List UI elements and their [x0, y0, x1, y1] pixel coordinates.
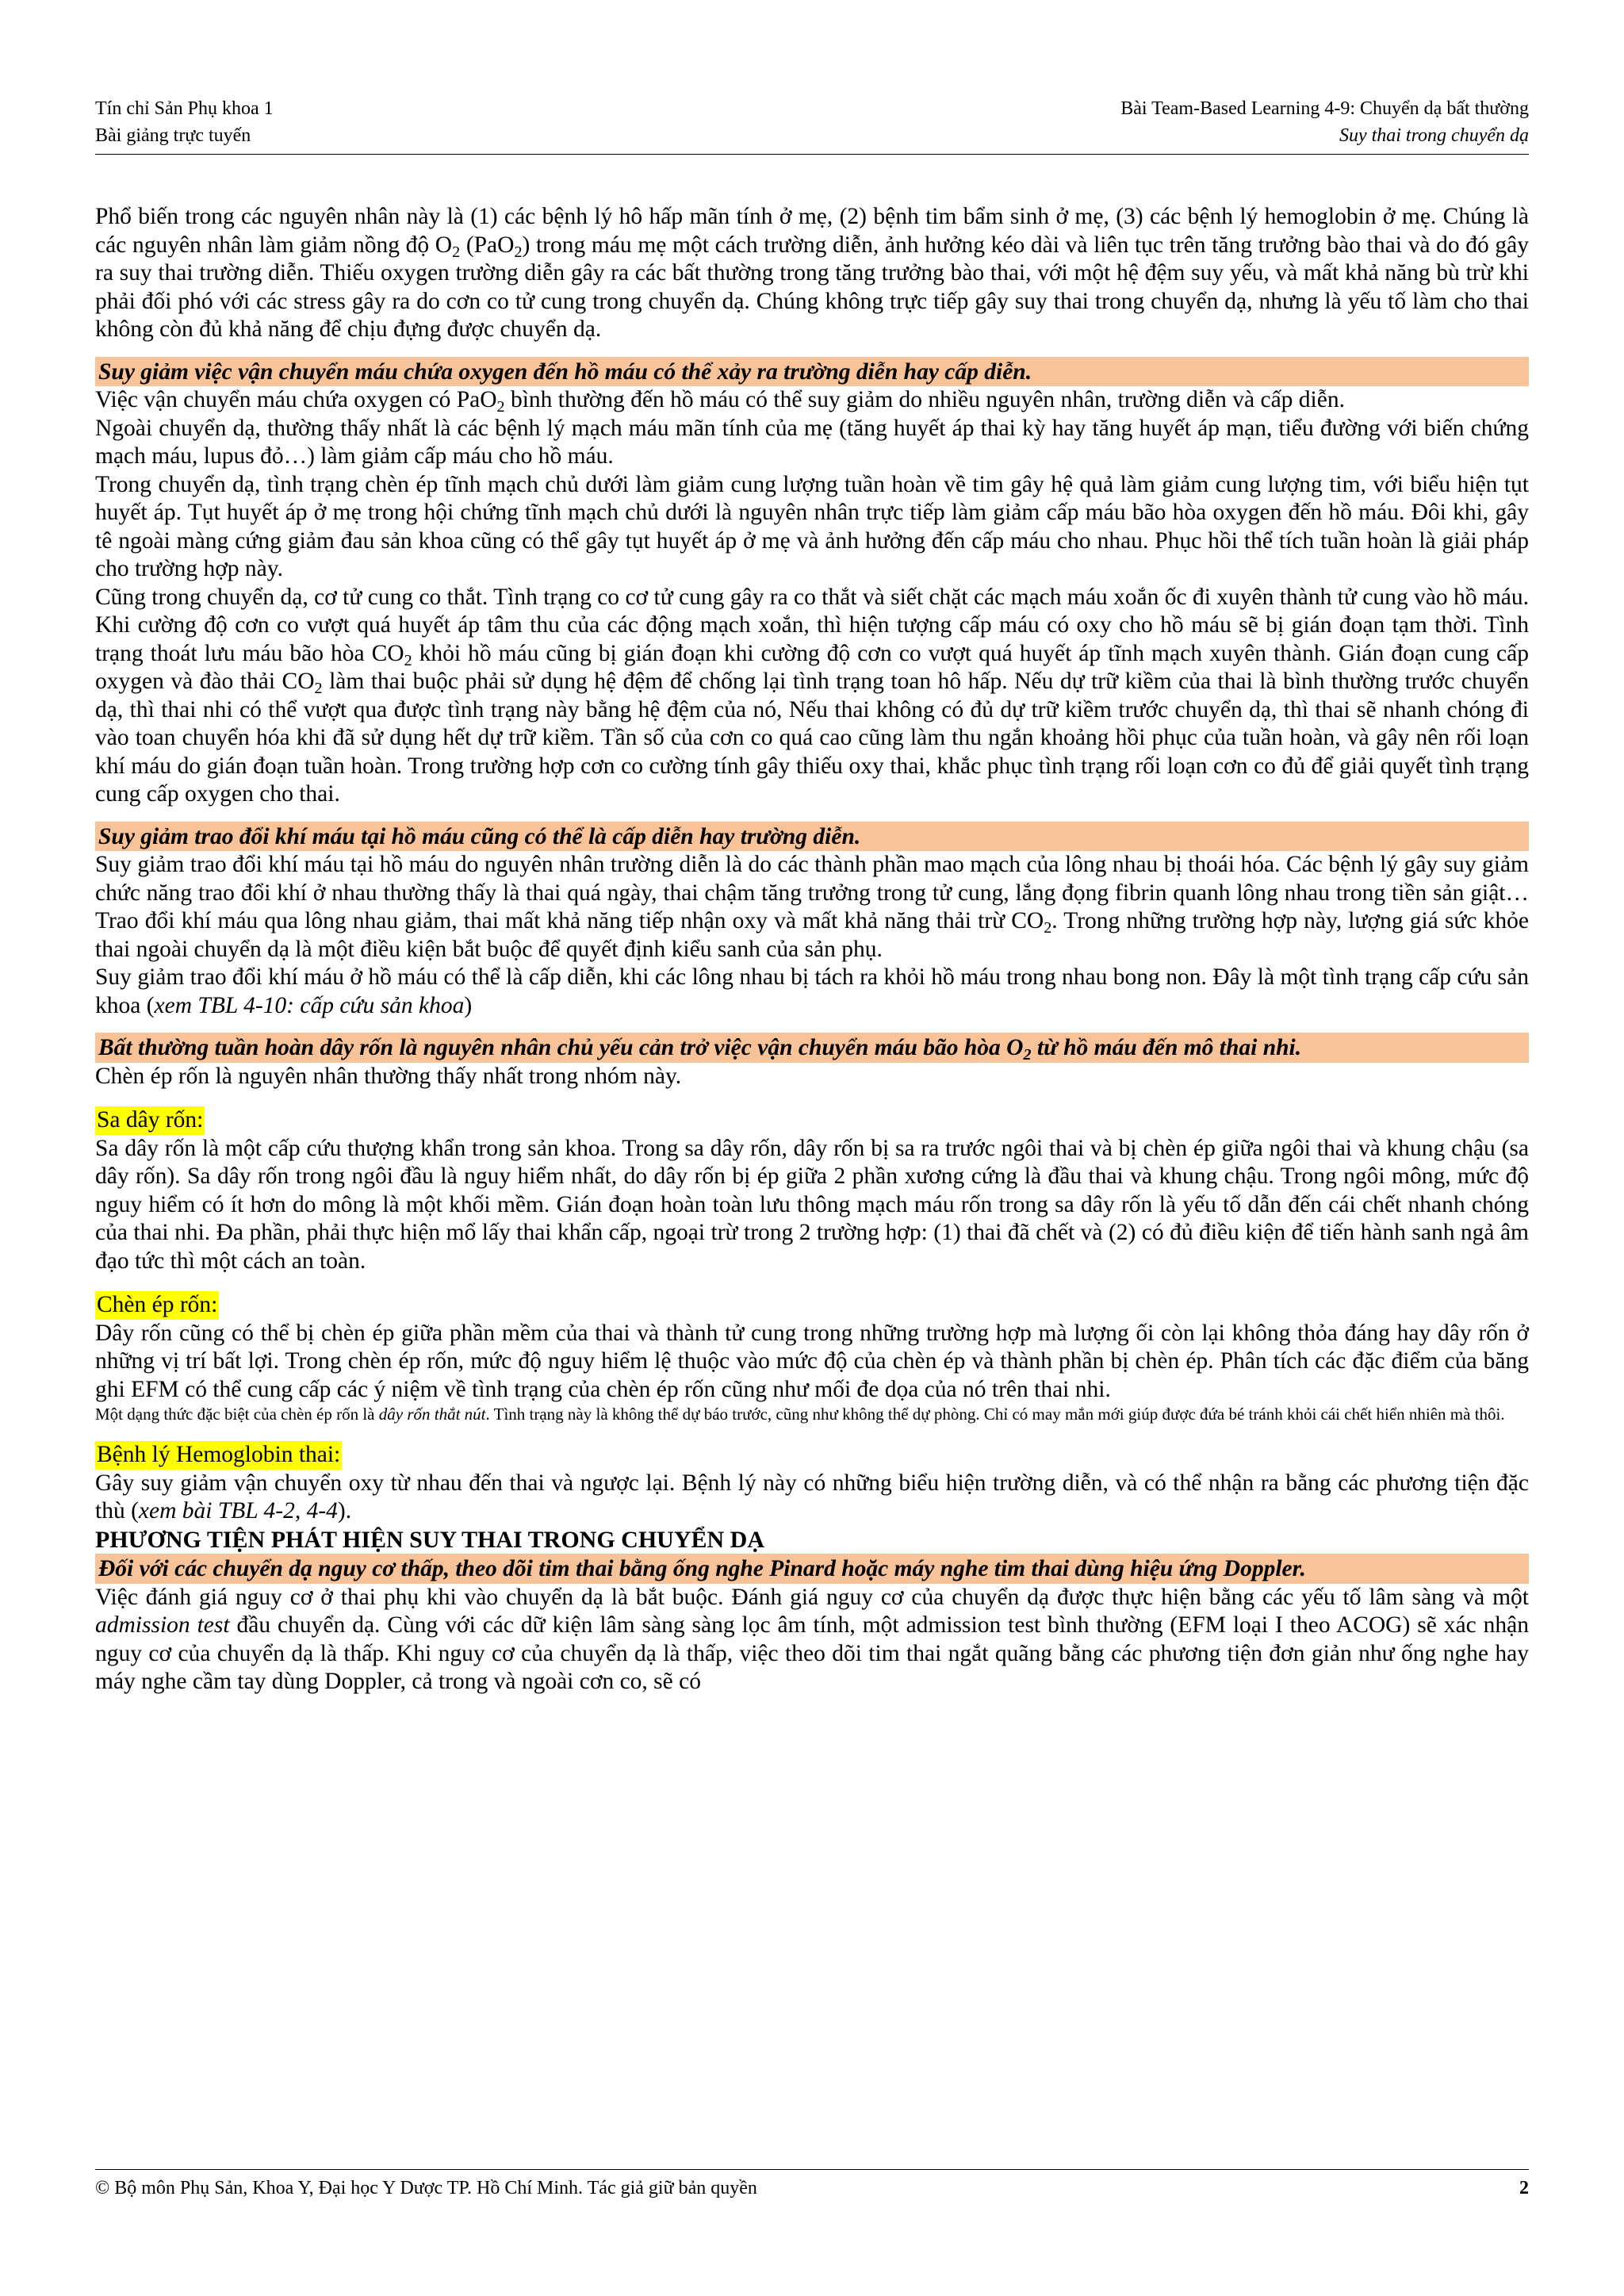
copyright-text: © Bộ môn Phụ Sản, Khoa Y, Đại học Y Dược TP. Hồ Chí Minh. Tác giả giữ bản quyền — [95, 2178, 757, 2198]
subheading-cord-prolapse: Sa dây rốn: — [95, 1106, 205, 1135]
paragraph-cord-compression: Dây rốn cũng có thể bị chèn ép giữa phần mềm của thai và thành tử cung trong những trường hợp mà lượng ối còn lại không thỏa đáng hay dây rốn ở những vị trí bất lợi. Trong chèn ép rốn, mức độ nguy hiểm lệ thuộc vào mức độ của chèn ép và thành phần bị chèn ép. Phân tích các đặc điểm của băng ghi EFM có thể cung cấp các ý niệm về tình trạng của chèn ép rốn cũng như mối đe dọa của nó trên thai nhi. — [95, 1320, 1529, 1402]
paragraph-gas-exchange: Suy giảm trao đổi khí máu tại hồ máu do nguyên nhân trường diễn là do các thành phần mao mạch của lông nhau bị thoái hóa. Các bệnh lý gây suy giảm chức năng trao đổi khí ở nhau thường thấy là thai quá ngày, thai chậm tăng trưởng trong tử cung, lắng đọng fibrin quanh lông nhau trong tiền sản giật… Trao đổi khí máu qua lông nhau giảm, thai mất khả năng tiếp nhận oxy và mất khả năng thải trừ $CO_2$. Trong những trường hợp này, lượng giá sức khỏe thai ngoài chuyển dạ là một điều kiện bắt buộc để quyết định kiểu sanh của sản phụ. — [95, 852, 1529, 962]
page-header — [95, 95, 1529, 155]
course-title: Tín chỉ Sản Phụ khoa 1 — [95, 98, 274, 119]
paragraph-abruption: Suy giảm trao đổi khí máu ở hồ máu có thể là cấp diễn, khi các lông nhau bị tách ra khỏi hồ máu trong nhau bong non. Đây là một tình trạng cấp cứu sản khoa (xem TBL 4-10: cấp cứu sản khoa) — [95, 964, 1529, 1018]
document-body — [95, 203, 1529, 1696]
paragraph-contraction: Cũng trong chuyển dạ, cơ tử cung co thắt. Tình trạng co cơ tử cung gây ra co thắt và siết chặt các mạch máu xoắn ốc đi xuyên thành tử cung vào hồ máu. Khi cường độ cơn co vượt quá huyết áp tâm thu của các động mạch xoắn, thì hiện tượng cấp máu có oxy cho hồ máu sẽ bị gián đoạn tạm thời. Tình trạng thoát lưu máu bão hòa $CO_2$ khỏi hồ máu cũng bị gián đoạn khi cường độ cơn co vượt quá huyết áp tĩnh mạch xuyên thành. Gián đoạn cung cấp oxygen và đào thải $CO_2$ làm thai buộc phải sử dụng hệ đệm để chống lại tình trạng toan hô hấp. Nếu dự trữ kiềm của thai là bình thường trước chuyển dạ, thì thai nhi có thể vượt qua được tình trạng này bằng hệ đệm của nó, Nếu thai không có đủ dự trữ kiềm trước chuyển dạ, thì thai sẽ nhanh chóng đi vào toan chuyển hóa khi đã sử dụng hết dự trữ kiềm. Tần số của cơn co quá cao cũng làm thu ngắn khoảng hồi phục của tuần hoàn, và gây nên rối loạn khí máu do gián đoạn tuần hoàn. Trong trường hợp cơn co cường tính gây thiếu oxy thai, khắc phục tình trạng rối loạn cơn co đủ để giải quyết tình trạng cung cấp oxygen cho thai. — [95, 584, 1529, 807]
paragraph-fetal-hemoglobin: Gây suy giảm vận chuyển oxy từ nhau đến thai và ngược lại. Bệnh lý này có những biểu hiện trường diễn, và có thể nhận ra bằng các phương tiện đặc thù (xem bài TBL 4-2, 4-4). — [95, 1470, 1529, 1524]
note-true-knot: Một dạng thức đặc biệt của chèn ép rốn là dây rốn thắt nút. Tình trạng này là không thể dự báo trước, cũng như không thể dự phòng. Chỉ có may mắn mới giúp được đứa bé tránh khỏi cái chết hiển nhiên mà thôi. — [95, 1405, 1505, 1424]
paragraph-cord-prolapse: Sa dây rốn là một cấp cứu thượng khẩn trong sản khoa. Trong sa dây rốn, dây rốn bị sa ra trước ngôi thai và bị chèn ép giữa ngôi thai và khung chậu (sa dây rốn). Sa dây rốn trong ngôi đầu là nguy hiểm nhất, do dây rốn bị ép giữa 2 phần xương cứng là đầu thai và khung chậu. Trong ngôi mông, mức độ nguy hiểm có ít hơn do mông là một khối mềm. Gián đoạn hoàn toàn lưu thông mạch máu rốn trong sa dây rốn là yếu tố dẫn đến cái chết nhanh chóng của thai nhi. Đa phần, phải thực hiện mổ lấy thai khẩn cấp, ngoại trừ trong 2 trường hợp: (1) thai đã chết và (2) có đủ điều kiện để tiến hành sanh ngả âm đạo tức thì một cách an toàn. — [95, 1135, 1529, 1274]
lesson-title: Bài Team-Based Learning 4-9: Chuyển dạ bất thường — [1120, 98, 1529, 119]
paragraph-low-risk: Việc đánh giá nguy cơ ở thai phụ khi vào chuyển dạ là bắt buộc. Đánh giá nguy cơ của chuyển dạ được thực hiện bằng các yếu tố lâm sàng và một admission test đầu chuyển dạ. Cùng với các dữ kiện lâm sàng sàng lọc âm tính, một admission test bình thường (EFM loại I theo ACOG) sẽ xác nhận nguy cơ của chuyển dạ là thấp. Khi nguy cơ của chuyển dạ là thấp, việc theo dõi tim thai ngắt quãng bằng các phương tiện đơn giản như ống nghe hay máy nghe cầm tay dùng Doppler, cả trong và ngoài cơn co, sẽ có — [95, 1584, 1529, 1694]
paragraph-causes: Phổ biến trong các nguyên nhân này là (1) các bệnh lý hô hấp mãn tính ở mẹ, (2) bệnh tim bẩm sinh ở mẹ, (3) các bệnh lý hemoglobin ở mẹ. Chúng là các nguyên nhân làm giảm nồng độ $O_2$ (PaO$_2$) trong máu mẹ một cách trường diễn, ảnh hưởng kéo dài và liên tục trên tăng trưởng bào thai và do đó gây ra suy thai trường diễn. Thiếu oxygen trường diễn gây ra các bất thường trong tăng trưởng bào thai, với một hệ đệm suy yếu, và mất khả năng bù trừ khi phải đối phó với các stress gây ra do cơn co tử cung trong chuyển dạ. Chúng không trực tiếp gây suy thai trong chuyển dạ, nhưng là yếu tố làm cho thai không còn đủ khả năng để chịu đựng được chuyển dạ. — [95, 204, 1529, 342]
subheading-cord-compression: Chèn ép rốn: — [95, 1291, 219, 1320]
paragraph-vena-cava: Trong chuyển dạ, tình trạng chèn ép tĩnh mạch chủ dưới làm giảm cung lượng tuần hoàn về tim gây hệ quả làm giảm cung lượng tim, với biểu hiện tụt huyết áp. Tụt huyết áp ở mẹ trong hội chứng tĩnh mạch chủ dưới là nguyên nhân trực tiếp làm giảm cấp máu bão hòa oxygen đến hồ máu. Đôi khi, gây tê ngoài màng cứng giảm đau sản khoa cũng có thể gây tụt huyết áp ở mẹ và ảnh hưởng đến cấp máu cho nhau. Phục hồi thể tích tuần hoàn là giải pháp cho trường hợp này. — [95, 471, 1529, 581]
page-number: 2 — [1519, 2178, 1529, 2198]
course-subtitle: Bài giảng trực tuyến — [95, 125, 251, 146]
paragraph-vascular: Ngoài chuyển dạ, thường thấy nhất là các bệnh lý mạch máu mãn tính của mẹ (tăng huyết áp thai kỳ hay tăng huyết áp mạn, tiểu đường với biến chứng mạch máu, lupus đỏ…) làm giảm cấp máu cho hồ máu. — [95, 415, 1529, 469]
page-footer — [95, 2169, 1529, 2199]
subheading-fetal-hemoglobin: Bệnh lý Hemoglobin thai: — [95, 1441, 342, 1470]
highlight-heading-low-risk: Đối với các chuyển dạ nguy cơ thấp, theo dõi tim thai bằng ống nghe Pinard hoặc máy nghe tim thai dùng hiệu ứng Doppler. — [95, 1554, 1529, 1584]
highlight-heading-cord: Bất thường tuần hoàn dây rốn là nguyên nhân chủ yếu cản trở việc vận chuyển máu bão hòa $O_2$ từ hồ máu đến mô thai nhi. — [95, 1033, 1529, 1063]
footer-divider — [95, 2169, 1529, 2170]
paragraph-transport: Việc vận chuyển máu chứa oxygen có PaO$_2$ bình thường đến hồ máu có thể suy giảm do nhiều nguyên nhân, trường diễn và cấp diễn. — [95, 387, 1345, 416]
header-divider — [95, 154, 1529, 155]
highlight-heading-gas-exchange: Suy giảm trao đổi khí máu tại hồ máu cũng có thể là cấp diễn hay trường diễn. — [95, 822, 1529, 852]
section-heading-detection: PHƯƠNG TIỆN PHÁT HIỆN SUY THAI TRONG CHUYỂN DẠ — [95, 1526, 765, 1553]
highlight-heading-oxygen-transport: Suy giảm việc vận chuyển máu chứa oxygen đến hồ máu có thể xảy ra trường diễn hay cấp diễn. — [95, 357, 1529, 387]
section-title: Suy thai trong chuyển dạ — [1339, 125, 1529, 146]
paragraph-cord-compression-intro: Chèn ép rốn là nguyên nhân thường thấy nhất trong nhóm này. — [95, 1063, 682, 1089]
